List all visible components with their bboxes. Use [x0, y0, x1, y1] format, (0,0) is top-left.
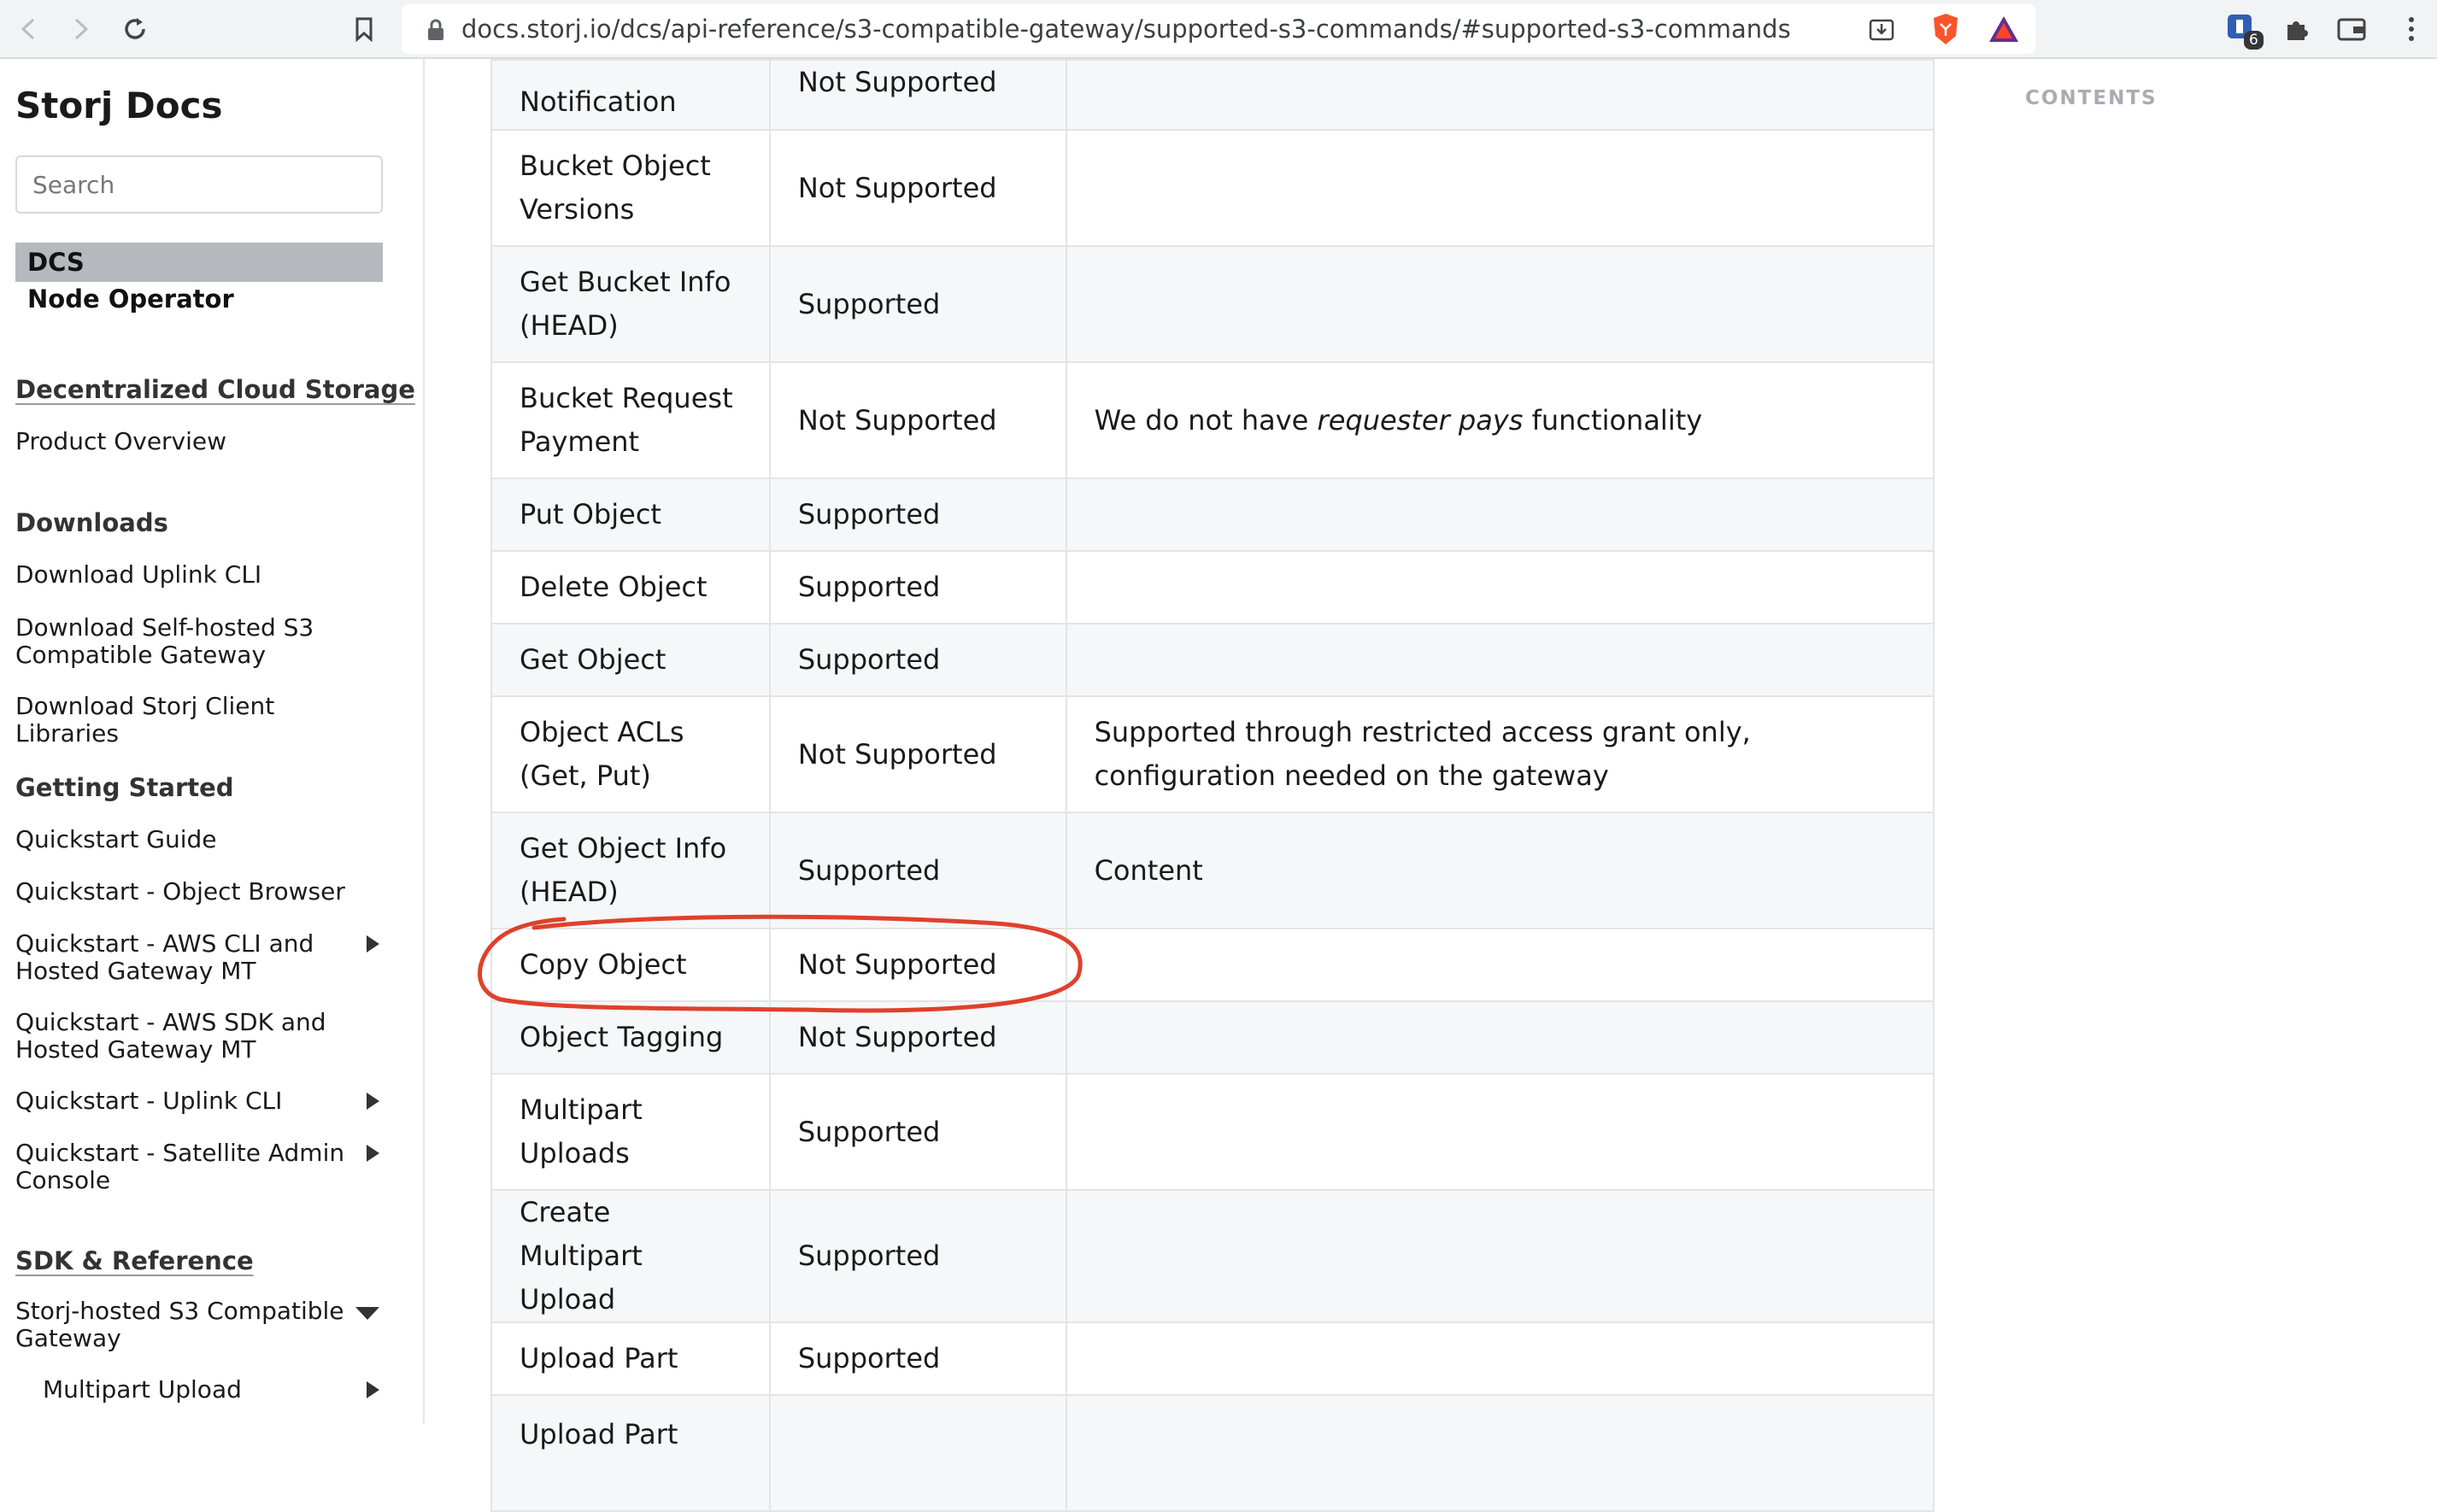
- sidebar-link-download-client-libraries[interactable]: Download Storj Client Libraries: [15, 692, 275, 747]
- back-arrow-icon[interactable]: [10, 10, 48, 48]
- section-heading-downloads: Downloads: [15, 508, 168, 537]
- table-row: [491, 1190, 1934, 1322]
- caret-down-icon[interactable]: [354, 1303, 381, 1323]
- browser-toolbar: [0, 0, 2437, 59]
- search-input[interactable]: [15, 155, 383, 214]
- table-row: [491, 696, 1934, 812]
- command-name: Upload Part: [491, 1395, 770, 1511]
- notes-emphasis: requester pays: [1317, 403, 1524, 437]
- command-name: Get Object Info (HEAD): [491, 812, 770, 929]
- site-title[interactable]: Storj Docs: [15, 85, 223, 126]
- brave-rewards-icon[interactable]: [1985, 10, 2023, 48]
- support-status: Supported: [770, 1190, 1066, 1322]
- menu-icon[interactable]: [2393, 10, 2430, 48]
- lock-icon[interactable]: [419, 13, 453, 47]
- sidebar-link-quickstart-uplink-cli[interactable]: Quickstart - Uplink CLI: [15, 1087, 283, 1115]
- support-status: Supported: [770, 624, 1066, 696]
- bookmark-icon[interactable]: [345, 10, 383, 48]
- command-notes: Supported through restricted access grant only, configuration needed on the gateway: [1066, 696, 1934, 812]
- command-notes: [1066, 551, 1934, 624]
- support-status: Not Supported: [770, 130, 1066, 246]
- brave-shield-icon[interactable]: [1927, 10, 1964, 48]
- wallet-icon[interactable]: [2333, 10, 2370, 48]
- command-name: Create Multipart Upload: [491, 1190, 770, 1322]
- table-row: [491, 130, 1934, 246]
- support-status: Supported: [770, 1074, 1066, 1190]
- nav-item-dcs[interactable]: DCS: [15, 243, 383, 282]
- command-notes: [1066, 1074, 1934, 1190]
- nav-item-node-operator[interactable]: Node Operator: [27, 284, 234, 314]
- table-row: [491, 362, 1934, 478]
- command-name: Put Object: [491, 478, 770, 551]
- command-notes: [1066, 478, 1934, 551]
- command-name: Bucket Object Versions: [491, 130, 770, 246]
- extension-puzzle-icon[interactable]: [2278, 10, 2316, 48]
- reload-icon[interactable]: [116, 10, 154, 48]
- table-row: [491, 1395, 1934, 1511]
- command-notes: [1066, 1190, 1934, 1322]
- command-notes: Content: [1066, 812, 1934, 929]
- sidebar-link-download-uplink-cli[interactable]: Download Uplink CLI: [15, 560, 262, 589]
- command-name: Multipart Uploads: [491, 1074, 770, 1190]
- url-text[interactable]: docs.storj.io/dcs/api-reference/s3-compatible-gateway/supported-s3-commands/#supported-s3-commands: [461, 15, 1791, 44]
- support-status: Supported: [770, 812, 1066, 929]
- command-notes: [1066, 1395, 1934, 1511]
- command-name: Delete Object: [491, 551, 770, 624]
- caret-right-icon[interactable]: [362, 934, 383, 954]
- command-notes: [1066, 60, 1934, 130]
- s3-commands-table: [490, 59, 1935, 1512]
- support-status: Supported: [770, 246, 1066, 362]
- section-heading-sdk-reference[interactable]: SDK & Reference: [15, 1246, 254, 1275]
- install-icon[interactable]: [1864, 13, 1899, 47]
- caret-right-icon[interactable]: [362, 1380, 383, 1400]
- support-status: Supported: [770, 551, 1066, 624]
- command-name: Upload Part: [491, 1322, 770, 1395]
- table-row: [491, 1322, 1934, 1395]
- table-row: [491, 1001, 1934, 1074]
- sidebar-link-product-overview[interactable]: Product Overview: [15, 427, 227, 455]
- command-notes: [1066, 362, 1934, 478]
- toc-heading: CONTENTS: [2025, 87, 2158, 109]
- command-name: Object ACLs (Get, Put): [491, 696, 770, 812]
- table-row: [491, 1074, 1934, 1190]
- support-status: Not Supported: [770, 362, 1066, 478]
- extension-badge-icon[interactable]: [2223, 10, 2261, 48]
- table-row: [491, 551, 1934, 624]
- table-row: [491, 812, 1934, 929]
- caret-right-icon[interactable]: [362, 1143, 383, 1163]
- command-name: Get Object: [491, 624, 770, 696]
- command-notes: [1066, 929, 1934, 1001]
- command-notes: [1066, 130, 1934, 246]
- command-notes: [1066, 1001, 1934, 1074]
- table-row: [491, 478, 1934, 551]
- section-heading-getting-started: Getting Started: [15, 773, 234, 802]
- support-status: Supported: [770, 478, 1066, 551]
- support-status: Not Supported: [770, 1001, 1066, 1074]
- sidebar: [0, 59, 425, 1423]
- support-status: Not Supported: [770, 60, 1066, 130]
- notes-text: We do not have: [1094, 403, 1318, 437]
- command-notes: [1066, 246, 1934, 362]
- command-name: Get Bucket Info (HEAD): [491, 246, 770, 362]
- support-status: [770, 1395, 1066, 1511]
- main-content: [426, 59, 2035, 1450]
- table-row: [491, 246, 1934, 362]
- forward-arrow-icon[interactable]: [62, 10, 99, 48]
- sidebar-link-download-s3-gateway[interactable]: Download Self-hosted S3 Compatible Gateway: [15, 613, 314, 669]
- notes-text: functionality: [1523, 403, 1703, 437]
- sidebar-link-quickstart-satellite-admin[interactable]: Quickstart - Satellite Admin Console: [15, 1139, 345, 1194]
- command-name: Object Tagging: [491, 1001, 770, 1074]
- command-name: Bucket Request Payment: [491, 362, 770, 478]
- support-status: Not Supported: [770, 929, 1066, 1001]
- command-notes: [1066, 1322, 1934, 1395]
- command-name: Copy Object: [491, 929, 770, 1001]
- table-row: [491, 60, 1934, 130]
- table-row: [491, 624, 1934, 696]
- sidebar-link-quickstart-aws-cli[interactable]: Quickstart - AWS CLI and Hosted Gateway MT: [15, 929, 314, 985]
- section-heading-decentralized-cloud-storage[interactable]: Decentralized Cloud Storage: [15, 375, 415, 404]
- sidebar-link-quickstart-aws-sdk[interactable]: Quickstart - AWS SDK and Hosted Gateway MT: [15, 1008, 326, 1064]
- sidebar-link-quickstart-object-browser[interactable]: Quickstart - Object Browser: [15, 877, 345, 905]
- caret-right-icon[interactable]: [362, 1091, 383, 1111]
- support-status: Not Supported: [770, 696, 1066, 812]
- sidebar-link-multipart-upload[interactable]: Multipart Upload: [43, 1375, 242, 1404]
- table-row: [491, 929, 1934, 1001]
- sidebar-link-storj-hosted-s3-gateway[interactable]: Storj-hosted S3 Compatible Gateway: [15, 1297, 344, 1352]
- command-notes: [1066, 624, 1934, 696]
- sidebar-link-quickstart-guide[interactable]: Quickstart Guide: [15, 825, 217, 853]
- command-name: Notification: [491, 60, 770, 130]
- extension-badge-count: 6: [2244, 31, 2264, 50]
- support-status: Supported: [770, 1322, 1066, 1395]
- address-bar[interactable]: [402, 4, 2035, 54]
